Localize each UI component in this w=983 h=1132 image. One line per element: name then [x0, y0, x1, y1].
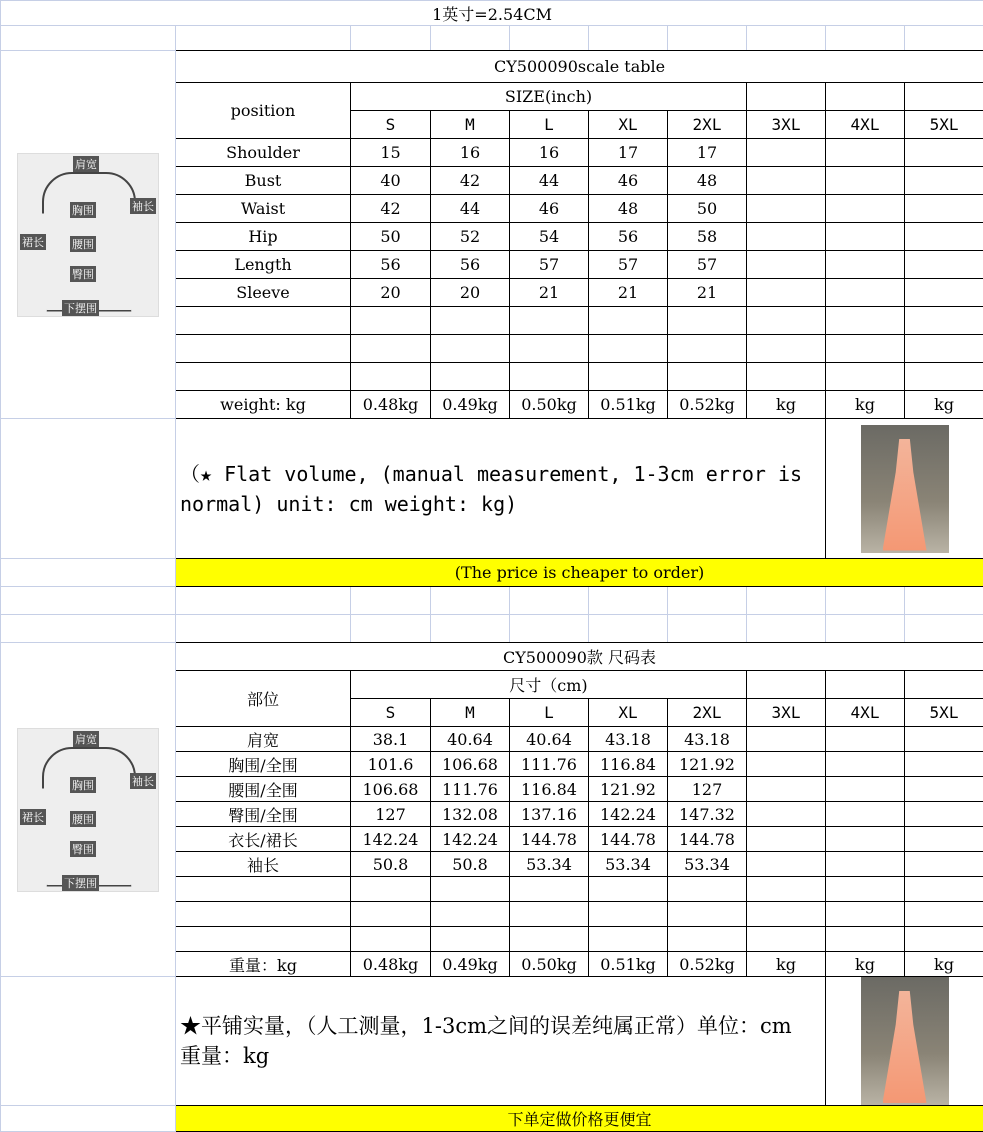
measure-value: 46 — [510, 195, 589, 223]
measure-value — [747, 251, 826, 279]
product-photo — [861, 977, 949, 1105]
measure-value: 58 — [668, 223, 747, 251]
footer-banner: 下单定做价格更便宜 — [176, 1106, 983, 1132]
measurement-diagram — [17, 153, 159, 317]
measure-value — [747, 852, 826, 877]
measure-value: 42 — [431, 167, 510, 195]
empty-cell — [668, 587, 747, 615]
measure-value: 142.24 — [589, 802, 668, 827]
measure-name: 胸围/全围 — [176, 752, 351, 777]
weight-value: kg — [747, 952, 826, 977]
size-m: M — [431, 699, 510, 727]
table-row — [1, 51, 983, 83]
empty-cell — [1, 26, 176, 51]
weight-value: 0.48kg — [351, 952, 431, 977]
measure-value: 21 — [589, 279, 668, 307]
measure-value: 48 — [589, 195, 668, 223]
size-2xl: 2XL — [668, 699, 747, 727]
note-text: （★ Flat volume, (manual measurement, 1-3cm error is normal) unit: cm weight: kg) — [176, 419, 826, 559]
empty-cell — [668, 363, 747, 391]
diagram-label: 裙长 — [20, 234, 46, 250]
measure-value: 106.68 — [351, 777, 431, 802]
measure-value: 17 — [668, 139, 747, 167]
empty-cell — [589, 335, 668, 363]
empty-cell — [826, 26, 905, 51]
empty-cell — [668, 877, 747, 902]
weight-value: 0.50kg — [510, 391, 589, 419]
size-3xl: 3XL — [747, 699, 826, 727]
measure-value — [747, 167, 826, 195]
size-4xl: 4XL — [826, 111, 905, 139]
measure-value: 50 — [351, 223, 431, 251]
measure-value — [905, 279, 983, 307]
weight-value: kg — [905, 952, 983, 977]
measure-value — [905, 727, 983, 752]
empty-cell — [589, 615, 668, 643]
empty-cell — [905, 902, 983, 927]
measure-name: Length — [176, 251, 351, 279]
measure-value: 142.24 — [431, 827, 510, 852]
measure-value: 50.8 — [351, 852, 431, 877]
weight-value: 0.52kg — [668, 391, 747, 419]
table-row — [1, 1106, 983, 1132]
measure-value: 111.76 — [431, 777, 510, 802]
measure-value — [747, 195, 826, 223]
empty-cell — [905, 363, 983, 391]
empty-cell — [351, 335, 431, 363]
dress-figure — [883, 439, 927, 551]
empty-cell — [826, 671, 905, 699]
empty-cell — [176, 877, 351, 902]
empty-cell — [176, 307, 351, 335]
measure-value — [747, 139, 826, 167]
size-3xl: 3XL — [747, 111, 826, 139]
side-empty — [1, 559, 176, 587]
size-s: S — [351, 699, 431, 727]
empty-cell — [905, 335, 983, 363]
empty-cell — [747, 615, 826, 643]
diagram-label: 袖长 — [130, 198, 156, 214]
empty-cell — [351, 877, 431, 902]
measure-name: Sleeve — [176, 279, 351, 307]
side-empty — [1, 977, 176, 1106]
measure-value — [747, 279, 826, 307]
diagram-label: 下摆围 — [62, 300, 99, 316]
weight-label: weight: kg — [176, 391, 351, 419]
empty-cell — [1, 587, 176, 615]
measure-value: 106.68 — [431, 752, 510, 777]
weight-value: kg — [905, 391, 983, 419]
empty-cell — [905, 927, 983, 952]
measure-value — [826, 752, 905, 777]
measure-value: 20 — [351, 279, 431, 307]
empty-cell — [905, 307, 983, 335]
table-row — [1, 615, 983, 643]
side-empty — [1, 1106, 176, 1132]
empty-cell — [510, 363, 589, 391]
measure-value — [826, 251, 905, 279]
measure-value: 43.18 — [589, 727, 668, 752]
measure-value — [747, 777, 826, 802]
measure-value: 116.84 — [510, 777, 589, 802]
empty-cell — [589, 307, 668, 335]
diagram-label: 腰围 — [70, 811, 96, 827]
measure-value: 111.76 — [510, 752, 589, 777]
weight-value: 0.52kg — [668, 952, 747, 977]
measure-value: 57 — [589, 251, 668, 279]
diagram-cell — [1, 51, 176, 419]
empty-cell — [589, 363, 668, 391]
empty-cell — [747, 902, 826, 927]
measure-value — [905, 167, 983, 195]
table-row — [1, 1, 983, 26]
empty-cell — [668, 902, 747, 927]
measure-value: 48 — [668, 167, 747, 195]
table-row — [1, 419, 983, 559]
empty-cell — [826, 902, 905, 927]
weight-label: 重量：kg — [176, 952, 351, 977]
empty-cell — [176, 587, 351, 615]
measurement-diagram — [17, 728, 159, 892]
measure-name: Waist — [176, 195, 351, 223]
table-title: CY500090scale table — [176, 51, 983, 83]
empty-cell — [176, 615, 351, 643]
side-empty — [1, 419, 176, 559]
measure-value — [905, 827, 983, 852]
measure-value — [826, 139, 905, 167]
measure-value — [826, 279, 905, 307]
measure-value: 42 — [351, 195, 431, 223]
size-header: 尺寸（cm) — [351, 671, 747, 699]
empty-cell — [589, 587, 668, 615]
empty-cell — [431, 877, 510, 902]
en-size-table — [0, 50, 983, 587]
measure-value: 15 — [351, 139, 431, 167]
empty-cell — [589, 877, 668, 902]
measure-name: Bust — [176, 167, 351, 195]
table-row — [1, 977, 983, 1106]
position-header: position — [176, 83, 351, 139]
diagram-label: 腰围 — [70, 236, 96, 252]
measure-value: 147.32 — [668, 802, 747, 827]
weight-value: 0.49kg — [431, 952, 510, 977]
measure-name: 腰围/全围 — [176, 777, 351, 802]
measure-value — [826, 852, 905, 877]
empty-cell — [826, 307, 905, 335]
size-l: L — [510, 111, 589, 139]
measure-value: 16 — [510, 139, 589, 167]
measure-value: 21 — [668, 279, 747, 307]
table-row — [1, 559, 983, 587]
measure-value: 44 — [431, 195, 510, 223]
weight-value: kg — [747, 391, 826, 419]
measure-value — [747, 827, 826, 852]
measure-value: 50.8 — [431, 852, 510, 877]
weight-value: 0.50kg — [510, 952, 589, 977]
empty-cell — [905, 83, 983, 111]
empty-cell — [351, 307, 431, 335]
measure-value — [905, 223, 983, 251]
measure-value — [826, 727, 905, 752]
size-l: L — [510, 699, 589, 727]
size-2xl: 2XL — [668, 111, 747, 139]
measure-value: 121.92 — [589, 777, 668, 802]
diagram-label: 肩宽 — [73, 731, 99, 747]
footer-banner: (The price is cheaper to order) — [176, 559, 983, 587]
measure-name: 肩宽 — [176, 727, 351, 752]
measure-value: 43.18 — [668, 727, 747, 752]
empty-cell — [826, 615, 905, 643]
empty-cell — [510, 877, 589, 902]
empty-cell — [668, 927, 747, 952]
diagram-label: 臀围 — [70, 841, 96, 857]
photo-cell — [826, 419, 983, 559]
empty-cell — [747, 335, 826, 363]
measure-value: 144.78 — [510, 827, 589, 852]
measure-value: 144.78 — [589, 827, 668, 852]
empty-cell — [826, 335, 905, 363]
size-m: M — [431, 111, 510, 139]
product-photo — [861, 425, 949, 553]
empty-cell — [510, 927, 589, 952]
empty-cell — [510, 587, 589, 615]
empty-cell — [905, 615, 983, 643]
empty-cell — [589, 927, 668, 952]
empty-cell — [747, 363, 826, 391]
empty-cell — [431, 363, 510, 391]
measure-value: 56 — [431, 251, 510, 279]
measure-value: 16 — [431, 139, 510, 167]
note-text: ★平铺实量，（人工测量，1-3cm之间的误差纯属正常）单位：cm 重量：kg — [176, 977, 826, 1106]
weight-value: 0.49kg — [431, 391, 510, 419]
empty-cell — [510, 307, 589, 335]
empty-cell — [351, 587, 431, 615]
empty-cell — [668, 26, 747, 51]
measure-value: 56 — [351, 251, 431, 279]
measure-value — [905, 777, 983, 802]
empty-cell — [510, 335, 589, 363]
conversion-title: 1英寸=2.54CM — [1, 1, 983, 26]
empty-cell — [1, 615, 176, 643]
empty-cell — [826, 587, 905, 615]
measure-value: 40 — [351, 167, 431, 195]
measure-value: 46 — [589, 167, 668, 195]
empty-cell — [589, 26, 668, 51]
empty-cell — [826, 363, 905, 391]
empty-cell — [905, 877, 983, 902]
empty-cell — [905, 671, 983, 699]
empty-cell — [826, 877, 905, 902]
cn-size-table — [0, 642, 983, 1132]
measure-value — [747, 802, 826, 827]
empty-cell — [668, 335, 747, 363]
weight-value: 0.51kg — [589, 952, 668, 977]
measure-name: 衣长/裙长 — [176, 827, 351, 852]
measure-value: 116.84 — [589, 752, 668, 777]
empty-cell — [431, 26, 510, 51]
measure-value: 53.34 — [668, 852, 747, 877]
table-row — [1, 26, 983, 51]
measure-value — [905, 802, 983, 827]
empty-cell — [905, 26, 983, 51]
size-s: S — [351, 111, 431, 139]
diagram-label: 肩宽 — [73, 156, 99, 172]
empty-cell — [747, 927, 826, 952]
empty-cell — [747, 877, 826, 902]
measure-value: 44 — [510, 167, 589, 195]
measure-value: 142.24 — [351, 827, 431, 852]
empty-cell — [668, 615, 747, 643]
empty-cell — [351, 615, 431, 643]
empty-cell — [351, 26, 431, 51]
measure-value — [826, 223, 905, 251]
measure-value: 53.34 — [510, 852, 589, 877]
measure-value — [905, 139, 983, 167]
empty-cell — [826, 927, 905, 952]
measure-value — [905, 195, 983, 223]
header-grid — [0, 0, 983, 51]
measure-value — [905, 852, 983, 877]
table-row — [1, 587, 983, 615]
measure-value: 144.78 — [668, 827, 747, 852]
measure-value: 40.64 — [510, 727, 589, 752]
size-xl: XL — [589, 699, 668, 727]
measure-value: 20 — [431, 279, 510, 307]
dress-figure — [883, 991, 927, 1103]
empty-cell — [589, 902, 668, 927]
measure-value: 127 — [351, 802, 431, 827]
empty-cell — [510, 26, 589, 51]
weight-value: kg — [826, 391, 905, 419]
empty-cell — [747, 83, 826, 111]
measure-value — [826, 777, 905, 802]
empty-cell — [747, 307, 826, 335]
measure-name: Shoulder — [176, 139, 351, 167]
empty-cell — [176, 335, 351, 363]
diagram-label: 裙长 — [20, 809, 46, 825]
measure-value: 17 — [589, 139, 668, 167]
measure-value — [905, 251, 983, 279]
measure-value: 57 — [668, 251, 747, 279]
size-4xl: 4XL — [826, 699, 905, 727]
size-5xl: 5XL — [905, 111, 983, 139]
measure-value: 127 — [668, 777, 747, 802]
empty-cell — [668, 307, 747, 335]
diagram-label: 胸围 — [70, 202, 96, 218]
measure-value: 137.16 — [510, 802, 589, 827]
empty-cell — [431, 927, 510, 952]
empty-cell — [747, 671, 826, 699]
table-row — [1, 643, 983, 671]
measure-value — [826, 167, 905, 195]
empty-cell — [176, 902, 351, 927]
measure-value — [747, 223, 826, 251]
measure-value: 57 — [510, 251, 589, 279]
measure-value — [826, 827, 905, 852]
position-header: 部位 — [176, 671, 351, 727]
measure-value — [747, 727, 826, 752]
diagram-label: 臀围 — [70, 266, 96, 282]
measure-value: 54 — [510, 223, 589, 251]
weight-value: 0.51kg — [589, 391, 668, 419]
empty-cell — [351, 902, 431, 927]
spacer-grid — [0, 586, 983, 643]
size-5xl: 5XL — [905, 699, 983, 727]
measure-value — [826, 195, 905, 223]
empty-cell — [747, 587, 826, 615]
empty-cell — [905, 587, 983, 615]
measure-value: 56 — [589, 223, 668, 251]
empty-cell — [747, 26, 826, 51]
empty-cell — [431, 902, 510, 927]
measure-value — [826, 802, 905, 827]
empty-cell — [510, 902, 589, 927]
empty-cell — [176, 26, 351, 51]
empty-cell — [176, 363, 351, 391]
empty-cell — [431, 587, 510, 615]
empty-cell — [431, 615, 510, 643]
diagram-label: 袖长 — [130, 773, 156, 789]
measure-value: 121.92 — [668, 752, 747, 777]
measure-value: 50 — [668, 195, 747, 223]
weight-value: kg — [826, 952, 905, 977]
measure-value: 132.08 — [431, 802, 510, 827]
measure-value: 53.34 — [589, 852, 668, 877]
empty-cell — [176, 927, 351, 952]
photo-cell — [826, 977, 983, 1106]
diagram-label: 下摆围 — [62, 875, 99, 891]
measure-value — [905, 752, 983, 777]
measure-value: 38.1 — [351, 727, 431, 752]
measure-name: Hip — [176, 223, 351, 251]
measure-value — [747, 752, 826, 777]
empty-cell — [351, 363, 431, 391]
measure-value: 52 — [431, 223, 510, 251]
size-header: SIZE(inch) — [351, 83, 747, 111]
empty-cell — [431, 335, 510, 363]
measure-name: 臀围/全围 — [176, 802, 351, 827]
measure-name: 袖长 — [176, 852, 351, 877]
empty-cell — [431, 307, 510, 335]
diagram-label: 胸围 — [70, 777, 96, 793]
weight-value: 0.48kg — [351, 391, 431, 419]
diagram-cell — [1, 643, 176, 977]
size-xl: XL — [589, 111, 668, 139]
empty-cell — [351, 927, 431, 952]
empty-cell — [826, 83, 905, 111]
empty-cell — [510, 615, 589, 643]
table-title: CY500090款 尺码表 — [176, 643, 983, 671]
measure-value: 101.6 — [351, 752, 431, 777]
measure-value: 21 — [510, 279, 589, 307]
measure-value: 40.64 — [431, 727, 510, 752]
